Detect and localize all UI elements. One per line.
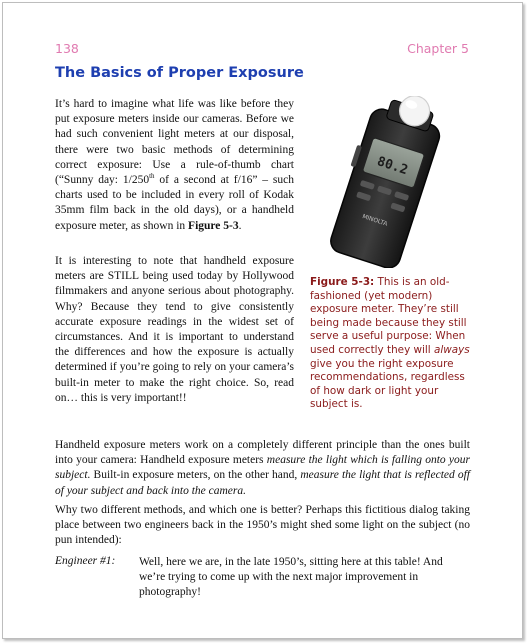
paragraph-text: It’s hard to imagine what life was like before they put exposure meters inside our cameras. Before we had such convenient light meters at our disposal, there were two basic methods of determining correct exposure: Use a rule-of-thumb chart (“Sunny day: 1/250 bbox=[55, 98, 294, 187]
meter-brand: MINOLTA bbox=[361, 213, 389, 228]
caption-emphasis: always bbox=[433, 343, 470, 356]
paragraph-text: of a second at f/16” – such charts used to be included in every roll of Kodak 35mm film back in the old days), or a handheld exposure meter, as shown in bbox=[55, 174, 294, 232]
paragraph-emphasis: measure the light that is reflected off of your subject and back into the camera. bbox=[55, 469, 470, 497]
caption-text: give you the right exposure recommendations, regardless of how dark or light your subject is. bbox=[310, 357, 465, 411]
paragraph-methods: Why two different methods, and which one is better? Perhaps this fictitious dialog taking place between two engineers back in the 1950’s might shed some light on the subject (no pun intended): bbox=[55, 504, 470, 547]
paragraph-text: Handheld exposure meters work on a completely different principle than the ones built into your camera: Handheld exposure meters bbox=[55, 439, 470, 467]
paragraph-text: Built-in exposure meters, on the other hand, bbox=[90, 469, 301, 482]
section-title: The Basics of Proper Exposure bbox=[55, 65, 304, 81]
exposure-meter-photo bbox=[305, 96, 470, 268]
paragraph-principle bbox=[55, 438, 470, 499]
figure-caption bbox=[310, 276, 478, 412]
figure-label: Figure 5-3: bbox=[310, 276, 375, 288]
dialog-line: Well, here we are, in the late 1950’s, sitting here at this table! And we’re trying to come up with the next major improvement in photography! bbox=[139, 556, 443, 599]
paragraph-intro bbox=[55, 97, 294, 234]
figure-reference: Figure 5-3 bbox=[188, 219, 239, 232]
superscript: th bbox=[149, 172, 155, 181]
dialog-speaker: Engineer #1: bbox=[55, 555, 116, 567]
chapter-heading: Chapter 5 bbox=[407, 41, 469, 56]
caption-text: This is an old-fashioned (yet modern) exposure meter. They’re still being made because they still serve a useful purpose: When used correctly they will bbox=[310, 276, 467, 356]
paragraph-hollywood: It is interesting to note that handheld exposure meters are STILL being used today by Hollywood filmmakers and anyone serious about photography. Why? Because they tend to give consistently accurate exposure readings in the widest set of circumstances. And it is important to understand the differences and how the exposure is actually determined if you’re going to rely on your camera’s built-in meter to make the right choice. So, read on… this is very important!! bbox=[55, 255, 294, 404]
page-number: 138 bbox=[55, 41, 79, 56]
paragraph-emphasis: measure the light which is falling onto your subject. bbox=[55, 454, 470, 482]
meter-readout: 80.2 bbox=[375, 154, 410, 179]
paragraph-text: . bbox=[238, 219, 242, 232]
